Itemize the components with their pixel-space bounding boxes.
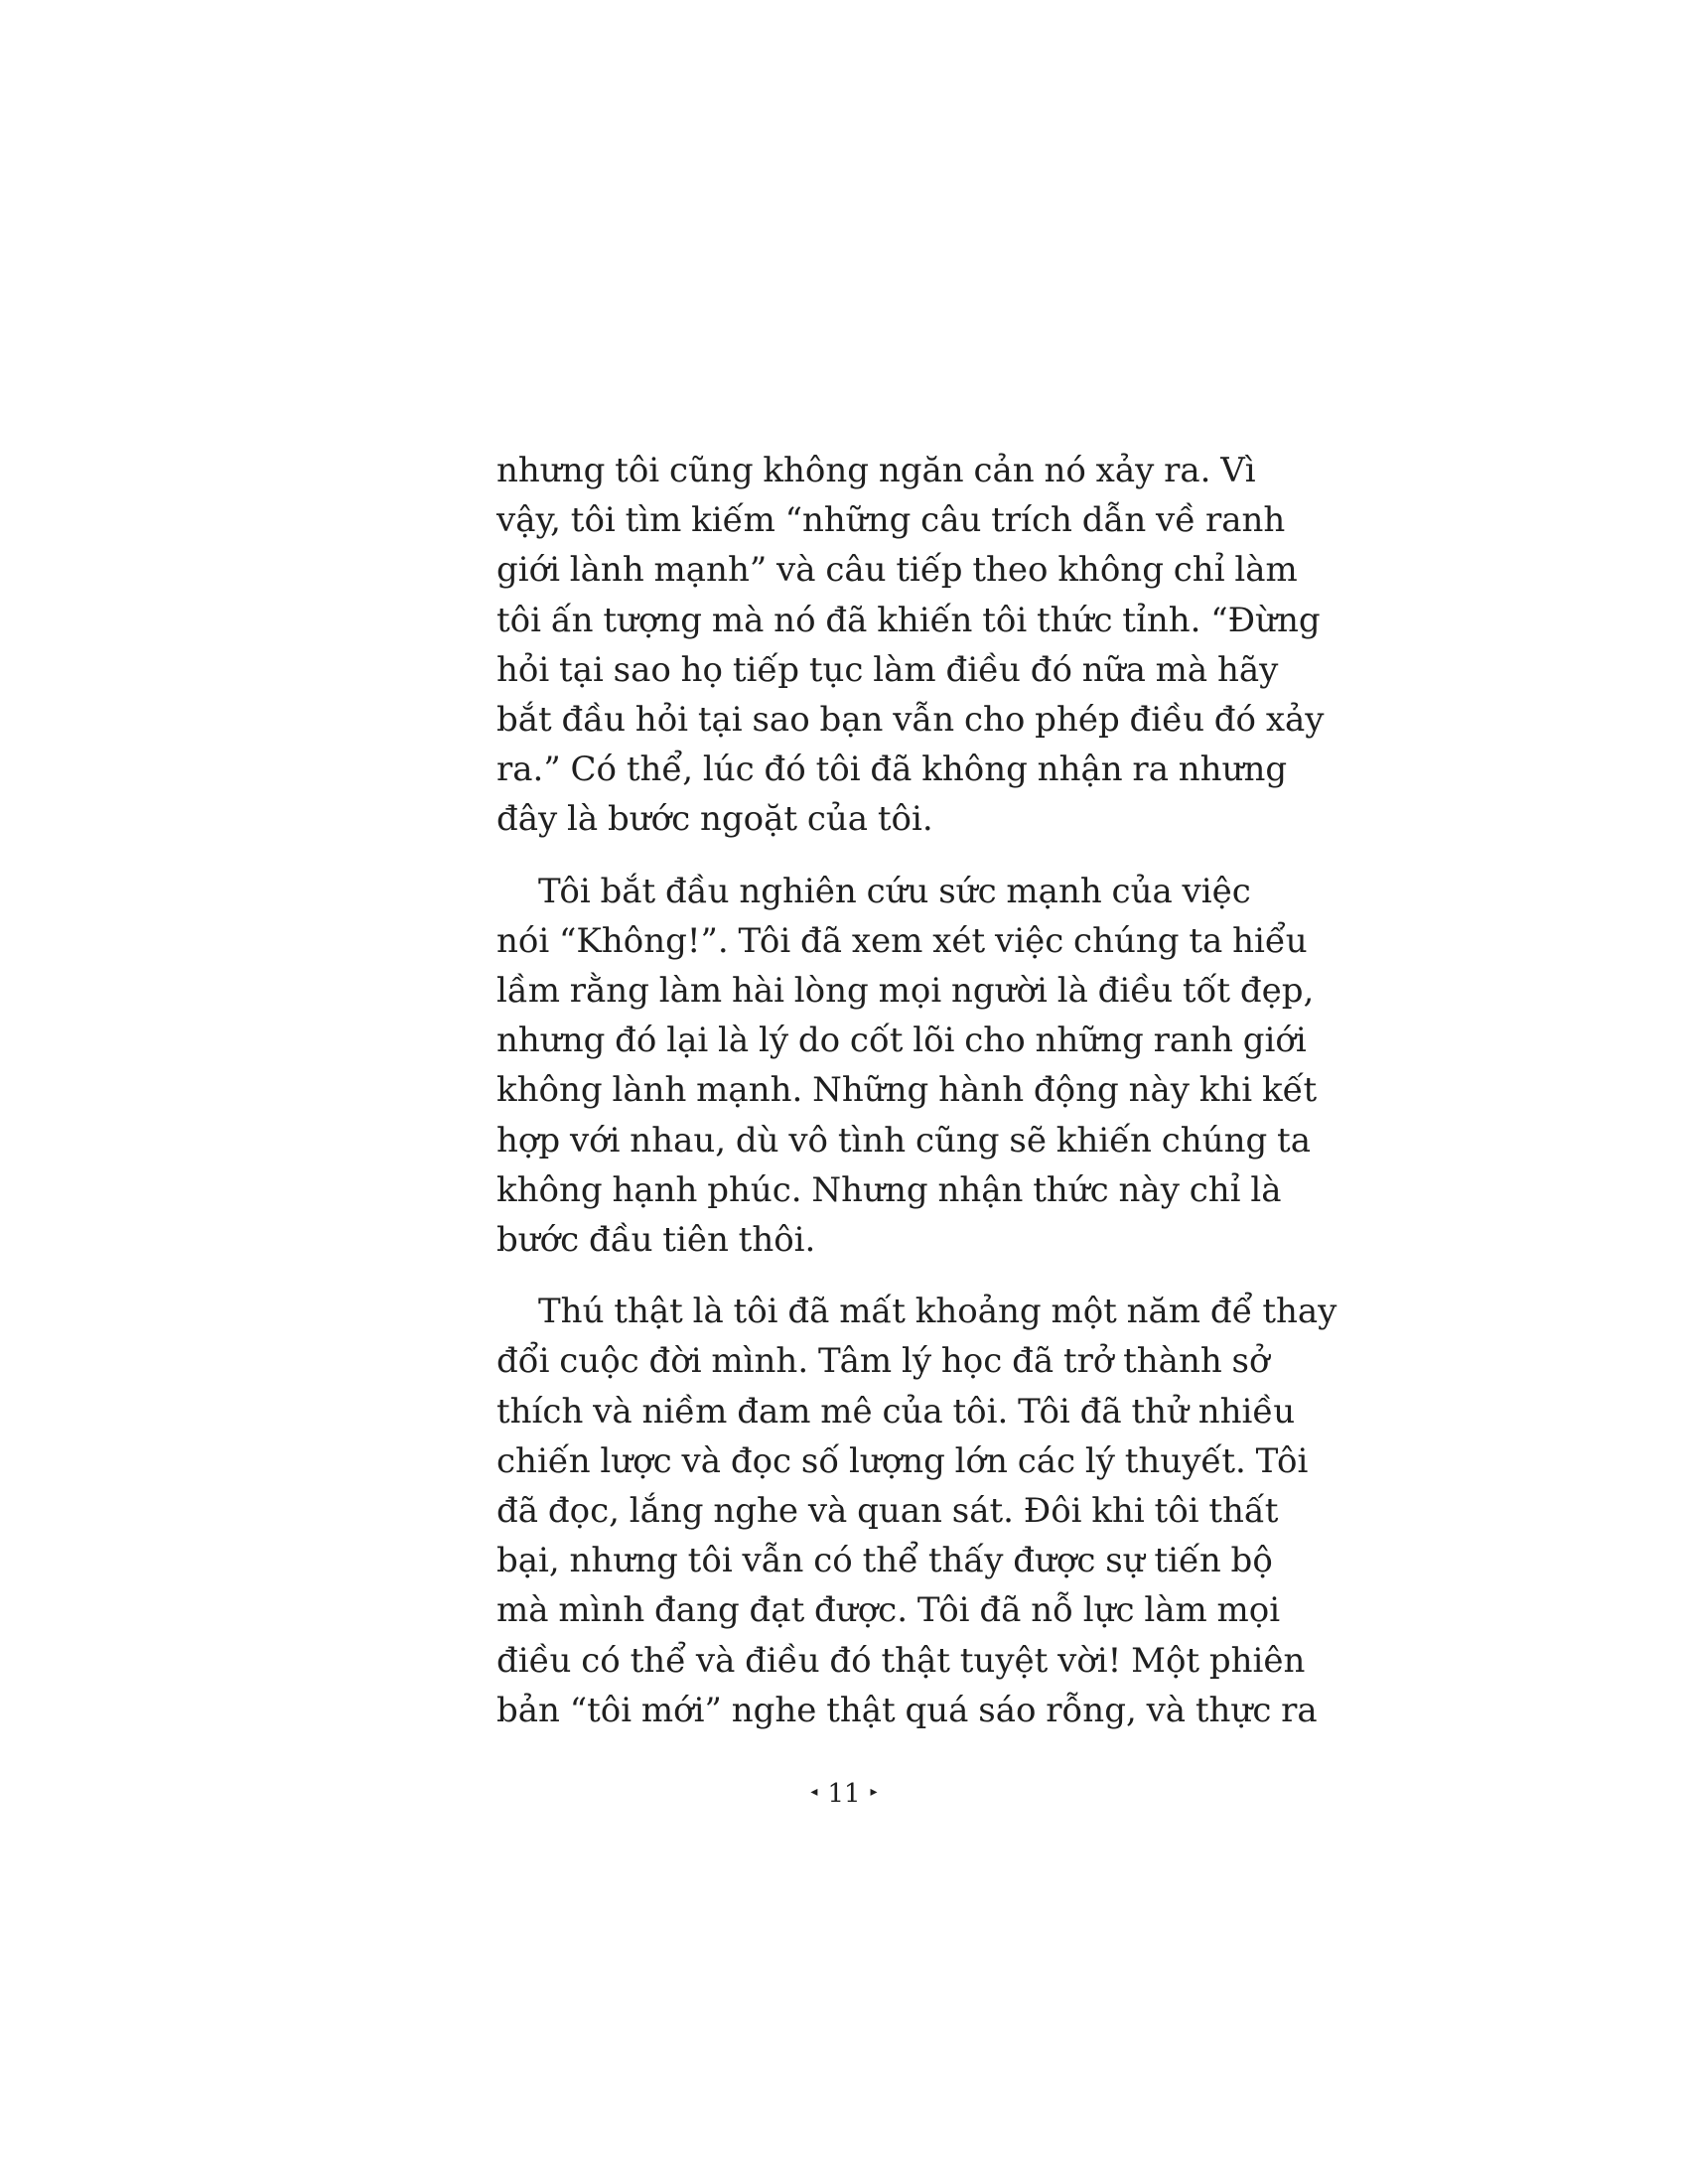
text-line: mà mình đang đạt được. Tôi đã nỗ lực làm mọi xyxy=(496,1590,1281,1631)
text-line: vậy, tôi tìm kiếm “những câu trích dẫn về ranh xyxy=(496,500,1286,541)
text-line: nhưng tôi cũng không ngăn cản nó xảy ra. Vì xyxy=(496,451,1256,490)
text-line: bắt đầu hỏi tại sao bạn vẫn cho phép điều đó xảy xyxy=(496,700,1325,741)
text-line: bước đầu tiên thôi. xyxy=(496,1220,816,1261)
page-number: 11 xyxy=(827,1779,861,1809)
text-line: hỏi tại sao họ tiếp tục làm điều đó nữa mà hãy xyxy=(496,649,1279,690)
text-line: đây là bước ngoặt của tôi. xyxy=(496,799,933,840)
left-triangle-icon: ◂ xyxy=(810,1784,818,1800)
text-line: nhưng đó lại là lý do cốt lõi cho những ranh giới xyxy=(496,1021,1307,1061)
text-line: không hạnh phúc. Nhưng nhận thức này chỉ là xyxy=(496,1169,1282,1210)
text-line: không lành mạnh. Những hành động này khi kết xyxy=(496,1070,1318,1111)
paragraph-1 xyxy=(496,446,1325,845)
text-line: nói “Không!”. Tôi đã xem xét việc chúng ta hiểu xyxy=(496,920,1308,961)
text-line: thích và niềm đam mê của tôi. Tôi đã thử nhiều xyxy=(496,1391,1296,1432)
paragraph-2 xyxy=(496,867,1318,1266)
text-line: điều có thể và điều đó thật tuyệt vời! Một phiên xyxy=(496,1640,1306,1681)
text-line: bản “tôi mới” nghe thật quá sáo rỗng, và thực ra xyxy=(496,1690,1318,1730)
right-triangle-icon: ▸ xyxy=(870,1784,878,1800)
page-footer xyxy=(0,1779,1688,1809)
text-line: đổi cuộc đời mình. Tâm lý học đã trở thành sở xyxy=(496,1341,1270,1382)
text-line: hợp với nhau, dù vô tình cũng sẽ khiến chúng ta xyxy=(496,1120,1311,1160)
body-text xyxy=(496,446,1337,1757)
text-line: giới lành mạnh” và câu tiếp theo không chỉ làm xyxy=(496,550,1298,591)
text-line: ra.” Có thể, lúc đó tôi đã không nhận ra nhưng xyxy=(496,750,1288,790)
text-line: lầm rằng làm hài lòng mọi người là điều tốt đẹp, xyxy=(496,971,1315,1012)
paragraph-3 xyxy=(496,1287,1337,1735)
text-line: tôi ấn tượng mà nó đã khiến tôi thức tỉnh. “Đừng xyxy=(496,600,1321,640)
text-line: Tôi bắt đầu nghiên cứu sức mạnh của việc xyxy=(538,871,1251,911)
text-line: chiến lược và đọc số lượng lớn các lý thuyết. Tôi xyxy=(496,1440,1309,1481)
text-line: đã đọc, lắng nghe và quan sát. Đôi khi tôi thất xyxy=(496,1491,1279,1532)
text-line: Thú thật là tôi đã mất khoảng một năm để thay xyxy=(538,1292,1337,1332)
text-line: bại, nhưng tôi vẫn có thể thấy được sự tiến bộ xyxy=(496,1541,1273,1581)
